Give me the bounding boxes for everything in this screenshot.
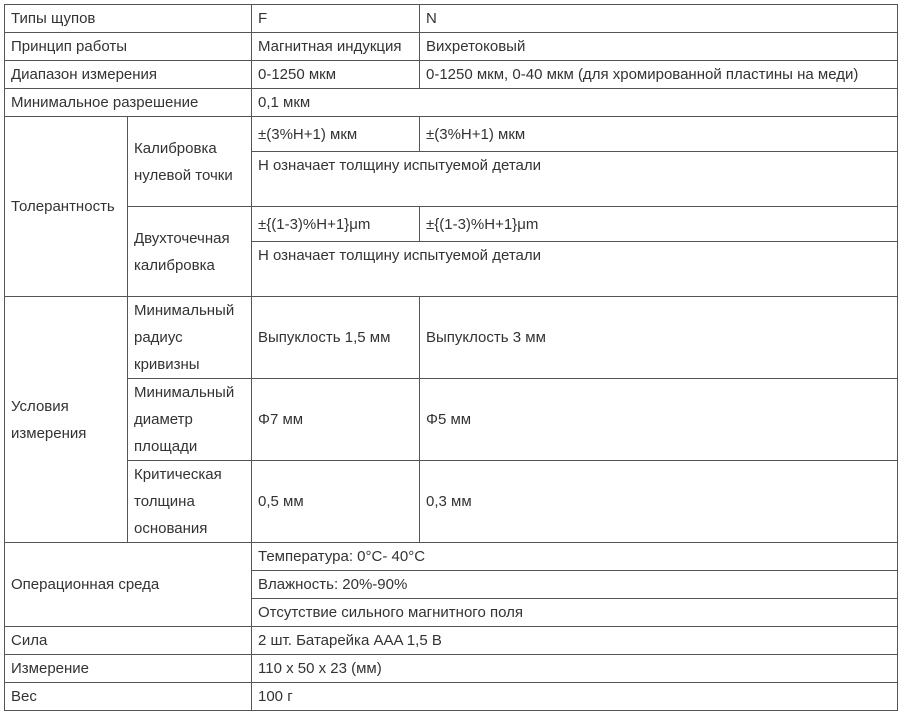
row-diameter bbox=[5, 379, 898, 461]
label-principle: Принцип работы bbox=[5, 33, 252, 61]
row-principle bbox=[5, 33, 898, 61]
row-tolerance-zero-values bbox=[5, 117, 898, 152]
label-range: Диапазон измерения bbox=[5, 61, 252, 89]
label-measurement-conditions: Условия измерения bbox=[5, 297, 128, 543]
label-zero-calibration: Калибровка нулевой точки bbox=[128, 117, 252, 207]
two-point-calibration-f: ±{(1-3)%H+1}μm bbox=[252, 207, 420, 242]
range-f: 0-1250 мкм bbox=[252, 61, 420, 89]
environment-magnetic-field: Отсутствие сильного магнитного поля bbox=[252, 599, 898, 627]
zero-calibration-f: ±(3%H+1) мкм bbox=[252, 117, 420, 152]
row-range bbox=[5, 61, 898, 89]
label-dimensions: Измерение bbox=[5, 655, 252, 683]
row-resolution bbox=[5, 89, 898, 117]
label-two-point-calibration: Двухточечная калибровка bbox=[128, 207, 252, 297]
row-probe-types bbox=[5, 5, 898, 33]
power-value: 2 шт. Батарейка AAA 1,5 В bbox=[252, 627, 898, 655]
dimensions-value: 110 x 50 x 23 (мм) bbox=[252, 655, 898, 683]
row-radius bbox=[5, 297, 898, 379]
environment-temperature: Температура: 0°C- 40°C bbox=[252, 543, 898, 571]
weight-value: 100 г bbox=[252, 683, 898, 711]
spec-table bbox=[4, 4, 898, 711]
row-dimensions bbox=[5, 655, 898, 683]
row-weight bbox=[5, 683, 898, 711]
min-diameter-f: Φ7 мм bbox=[252, 379, 420, 461]
min-radius-f: Выпуклость 1,5 мм bbox=[252, 297, 420, 379]
environment-humidity: Влажность: 20%-90% bbox=[252, 571, 898, 599]
label-tolerance: Толерантность bbox=[5, 117, 128, 297]
principle-n: Вихретоковый bbox=[420, 33, 898, 61]
label-min-radius: Минимальный радиус кривизны bbox=[128, 297, 252, 379]
label-resolution: Минимальное разрешение bbox=[5, 89, 252, 117]
critical-thickness-f: 0,5 мм bbox=[252, 461, 420, 543]
row-tolerance-two-values bbox=[5, 207, 898, 242]
label-critical-thickness: Критическая толщина основания bbox=[128, 461, 252, 543]
zero-calibration-note: H означает толщину испытуемой детали bbox=[252, 152, 898, 207]
min-diameter-n: Φ5 мм bbox=[420, 379, 898, 461]
zero-calibration-n: ±(3%H+1) мкм bbox=[420, 117, 898, 152]
row-power bbox=[5, 627, 898, 655]
probe-n-header: N bbox=[420, 5, 898, 33]
row-environment-temperature bbox=[5, 543, 898, 571]
label-power: Сила bbox=[5, 627, 252, 655]
probe-f-header: F bbox=[252, 5, 420, 33]
critical-thickness-n: 0,3 мм bbox=[420, 461, 898, 543]
label-operating-environment: Операционная среда bbox=[5, 543, 252, 627]
principle-f: Магнитная индукция bbox=[252, 33, 420, 61]
label-weight: Вес bbox=[5, 683, 252, 711]
row-thickness bbox=[5, 461, 898, 543]
label-probe-types: Типы щупов bbox=[5, 5, 252, 33]
two-point-calibration-note: H означает толщину испытуемой детали bbox=[252, 242, 898, 297]
min-radius-n: Выпуклость 3 мм bbox=[420, 297, 898, 379]
range-n: 0-1250 мкм, 0-40 мкм (для хромированной пластины на меди) bbox=[420, 61, 898, 89]
two-point-calibration-n: ±{(1-3)%H+1}μm bbox=[420, 207, 898, 242]
resolution-value: 0,1 мкм bbox=[252, 89, 898, 117]
label-min-diameter: Минимальный диаметр площади bbox=[128, 379, 252, 461]
